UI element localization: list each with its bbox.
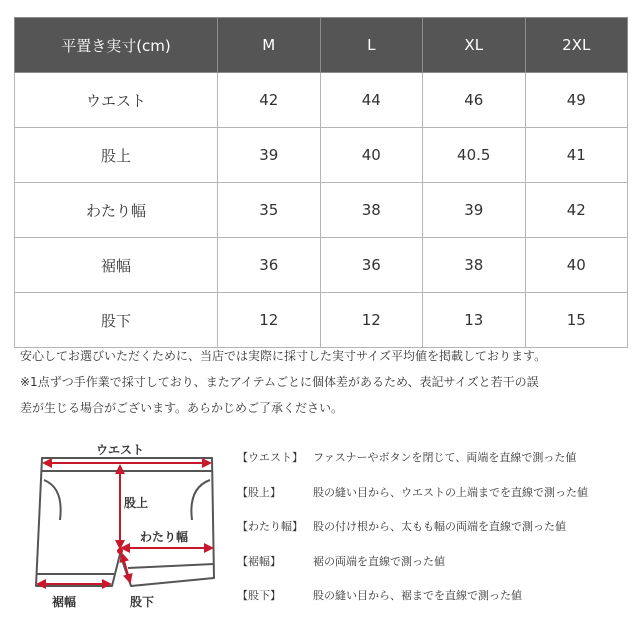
note-line: 安心してお選びいただくために、当店では実際に採寸した実寸サイズ平均値を掲載しております。 [20, 349, 547, 363]
row-label: ウエスト [15, 73, 218, 128]
legend-desc: 股の付け根から、太もも幅の両端を直線で測った値 [313, 520, 566, 534]
table-row [15, 293, 628, 348]
measurement-notes [20, 343, 630, 421]
table-cell: 12 [320, 293, 423, 348]
legend-desc: 股の縫い目から、ウエストの上端までを直線で測った値 [313, 485, 588, 499]
legend-item [237, 440, 637, 475]
table-row [15, 238, 628, 293]
diagram-label-waist: ウエスト [96, 443, 145, 457]
legend-term: 【股下】 [237, 589, 281, 603]
legend-term: 【わたり幅】 [237, 520, 303, 534]
table-cell: 38 [423, 238, 526, 293]
diagram-label-rise: 股上 [124, 496, 149, 510]
table-row [15, 183, 628, 238]
table-cell: 42 [525, 183, 628, 238]
row-label: わたり幅 [15, 183, 218, 238]
row-label: 股上 [15, 128, 218, 183]
legend-term: 【股上】 [237, 485, 281, 499]
shorts-diagram [24, 436, 234, 636]
table-cell: 39 [218, 128, 321, 183]
legend-desc: 裾の両端を直線で測った値 [313, 554, 445, 568]
diagram-label-inseam: 股下 [130, 595, 155, 609]
legend-desc: ファスナーやボタンを閉じて、両端を直線で測った値 [313, 451, 577, 465]
table-cell: 41 [525, 128, 628, 183]
measurement-legend [237, 440, 637, 613]
legend-term: 【ウエスト】 [237, 451, 303, 465]
table-cell: 36 [320, 238, 423, 293]
row-label: 股下 [15, 293, 218, 348]
note-line: 差が生じる場合がございます。あらかじめご了承ください。 [20, 401, 344, 415]
table-cell: 42 [218, 73, 321, 128]
table-header-cell: XL [423, 18, 526, 73]
legend-item [237, 544, 637, 579]
table-cell: 49 [525, 73, 628, 128]
table-cell: 38 [320, 183, 423, 238]
table-cell: 40 [525, 238, 628, 293]
table-row [15, 73, 628, 128]
table-header-cell: L [320, 18, 423, 73]
legend-item [237, 475, 637, 510]
table-cell: 44 [320, 73, 423, 128]
legend-desc: 股の縫い目から、裾までを直線で測った値 [313, 589, 522, 603]
size-table [14, 17, 628, 348]
table-cell: 39 [423, 183, 526, 238]
table-header-cell: 平置き実寸(cm) [15, 18, 218, 73]
table-cell: 46 [423, 73, 526, 128]
row-label: 裾幅 [15, 238, 218, 293]
diagram-label-thigh: わたり幅 [140, 530, 189, 544]
table-row [15, 128, 628, 183]
legend-term: 【裾幅】 [237, 554, 281, 568]
table-header-row [15, 18, 628, 73]
table-cell: 40.5 [423, 128, 526, 183]
legend-item [237, 578, 637, 613]
table-header-cell: M [218, 18, 321, 73]
table-cell: 36 [218, 238, 321, 293]
note-line: ※1点ずつ手作業で採寸しており、またアイテムごとに個体差があるため、表記サイズと若干の誤 [20, 375, 539, 389]
crotch-point [117, 548, 123, 554]
table-cell: 15 [525, 293, 628, 348]
table-cell: 13 [423, 293, 526, 348]
diagram-label-hem: 裾幅 [52, 595, 77, 609]
table-cell: 12 [218, 293, 321, 348]
table-cell: 40 [320, 128, 423, 183]
table-cell: 35 [218, 183, 321, 238]
legend-item [237, 509, 637, 544]
table-header-cell: 2XL [525, 18, 628, 73]
